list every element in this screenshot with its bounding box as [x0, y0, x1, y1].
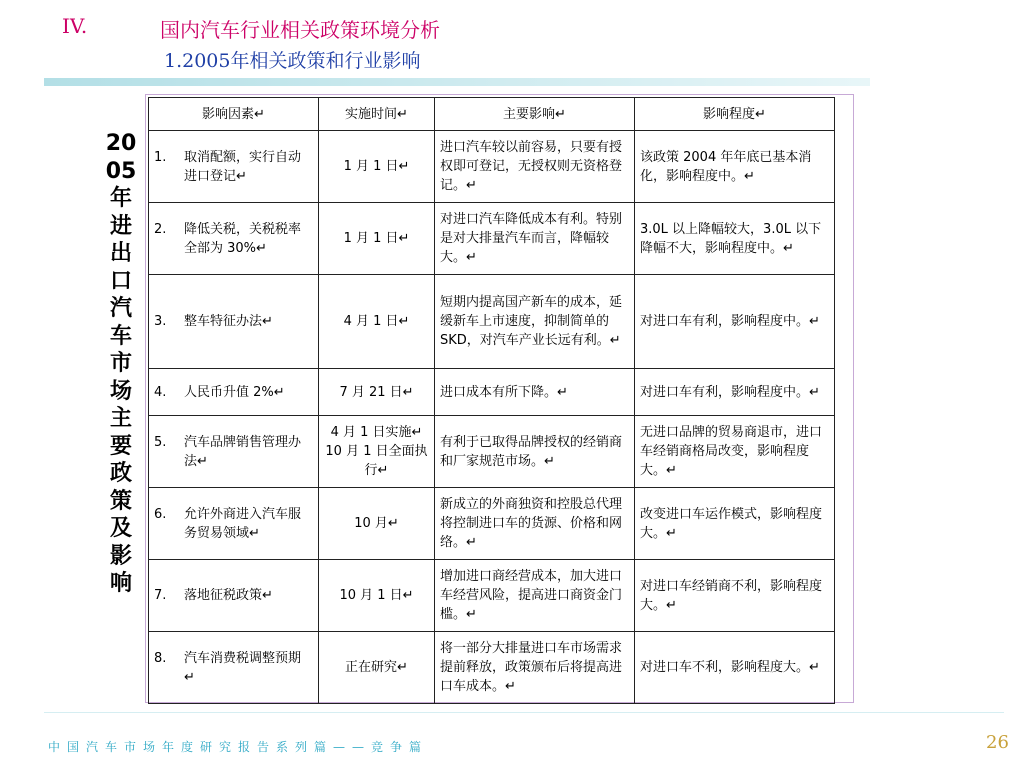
factor-text: 汽车品牌销售管理办法↵: [184, 434, 302, 469]
side-title-char: 影: [109, 542, 132, 569]
column-header-degree: 影响程度↵: [635, 98, 835, 131]
side-title-char: 政: [109, 460, 132, 486]
degree-cell: 对进口车有利，影响程度中。↵: [635, 369, 835, 416]
degree-cell: 改变进口车运作模式，影响程度大。↵: [635, 488, 835, 560]
table-row: [149, 416, 835, 488]
factor-cell: [149, 203, 319, 275]
effect-cell: 进口汽车较以前容易，只要有授权即可登记，无授权则无资格登记。↵: [435, 131, 635, 203]
effect-cell: 短期内提高国产新车的成本，延缓新车上市速度，抑制简单的 SKD，对汽车产业长远有利。↵: [435, 275, 635, 369]
degree-cell: 对进口车有利，影响程度中。↵: [635, 275, 835, 369]
effect-cell: 将一部分大排量进口车市场需求提前释放，政策颁布后将提高进口车成本。↵: [435, 632, 635, 704]
factor-cell: [149, 632, 319, 704]
row-index: 4.: [154, 384, 167, 400]
page-title: 国内汽车行业相关政策环境分析: [160, 18, 440, 42]
factor-text: 取消配额，实行自动进口登记↵: [184, 149, 302, 184]
time-cell: 10 月 1 日↵: [319, 560, 435, 632]
table-row: [149, 203, 835, 275]
table-row: [149, 560, 835, 632]
factor-cell: [149, 275, 319, 369]
time-cell: 4 月 1 日实施↵ 10 月 1 日全面执行↵: [319, 416, 435, 488]
side-title-year-part2: 05: [105, 158, 137, 184]
factor-cell: [149, 131, 319, 203]
time-cell: 7 月 21 日↵: [319, 369, 435, 416]
side-title-char: 车: [109, 322, 132, 349]
header-divider: [44, 78, 870, 86]
factor-text: 落地征税政策↵: [184, 588, 273, 603]
section-number: IV.: [62, 14, 88, 38]
column-header-time: 实施时间↵: [319, 98, 435, 131]
table-header-row: [149, 98, 835, 131]
policy-impact-table: [148, 97, 835, 704]
row-index: 5.: [154, 434, 167, 450]
factor-text: 允许外商进入汽车服务贸易领域↵: [184, 506, 302, 541]
side-title-year-part1: 20: [105, 131, 137, 156]
factor-cell: [149, 560, 319, 632]
time-cell: 4 月 1 日↵: [319, 275, 435, 369]
table-row: [149, 275, 835, 369]
factor-cell: [149, 416, 319, 488]
side-title-char: 口: [109, 267, 132, 294]
effect-cell: 对进口汽车降低成本有利。特别是对大排量汽车而言，降幅较大。↵: [435, 203, 635, 275]
row-index: 7.: [154, 588, 167, 603]
side-title-char: 市: [109, 350, 132, 376]
effect-cell: 进口成本有所下降。↵: [435, 369, 635, 416]
page-number: 26: [986, 732, 1009, 753]
factor-cell: [149, 488, 319, 560]
effect-cell: 新成立的外商独资和控股总代理将控制进口车的货源、价格和网络。↵: [435, 488, 635, 560]
footer-divider: [44, 712, 1004, 713]
degree-cell: 3.0L 以上降幅较大，3.0L 以下降幅不大，影响程度中。↵: [635, 203, 835, 275]
vertical-side-title: [98, 130, 144, 598]
side-title-char: 汽: [109, 295, 132, 321]
time-cell: 1 月 1 日↵: [319, 203, 435, 275]
footer-text: 中国汽车市场年度研究报告系列篇——竞争篇: [48, 740, 429, 754]
column-header-factor: 影响因素↵: [149, 98, 319, 131]
table-row: [149, 131, 835, 203]
factor-text: 人民币升值 2%↵: [184, 384, 285, 400]
side-title-char: 响: [109, 570, 132, 596]
time-cell: 1 月 1 日↵: [319, 131, 435, 203]
table-row: [149, 488, 835, 560]
factor-text: 汽车消费税调整预期↵: [184, 650, 302, 685]
effect-cell: 有利于已取得品牌授权的经销商和厂家规范市场。↵: [435, 416, 635, 488]
row-index: 2.: [154, 221, 167, 237]
side-title-char: 出: [109, 240, 132, 266]
factor-text: 降低关税，关税税率全部为 30%↵: [184, 221, 302, 256]
row-index: 8.: [154, 650, 167, 666]
degree-cell: 对进口车不利，影响程度大。↵: [635, 632, 835, 704]
factor-cell: [149, 369, 319, 416]
side-title-char: 年: [109, 185, 132, 211]
row-index: 1.: [154, 149, 167, 165]
side-title-char: 及: [109, 515, 132, 541]
time-cell: 正在研究↵: [319, 632, 435, 704]
side-title-char: 主: [109, 405, 132, 431]
effect-cell: 增加进口商经营成本，加大进口车经营风险，提高进口商资金门槛。↵: [435, 560, 635, 632]
degree-cell: 对进口车经销商不利，影响程度大。↵: [635, 560, 835, 632]
side-title-char: 要: [109, 432, 132, 459]
side-title-char: 策: [109, 487, 132, 514]
factor-text: 整车特征办法↵: [184, 314, 273, 329]
page-subtitle: 1.2005年相关政策和行业影响: [164, 50, 421, 72]
degree-cell: 无进口品牌的贸易商退市，进口车经销商格局改变，影响程度大。↵: [635, 416, 835, 488]
time-cell: 10 月↵: [319, 488, 435, 560]
row-index: 3.: [154, 314, 167, 329]
degree-cell: 该政策 2004 年年底已基本消化，影响程度中。↵: [635, 131, 835, 203]
table-row: [149, 632, 835, 704]
side-title-char: 进: [109, 212, 132, 239]
table-row: [149, 369, 835, 416]
row-index: 6.: [154, 506, 167, 522]
side-title-char: 场: [109, 377, 132, 404]
column-header-effect: 主要影响↵: [435, 98, 635, 131]
